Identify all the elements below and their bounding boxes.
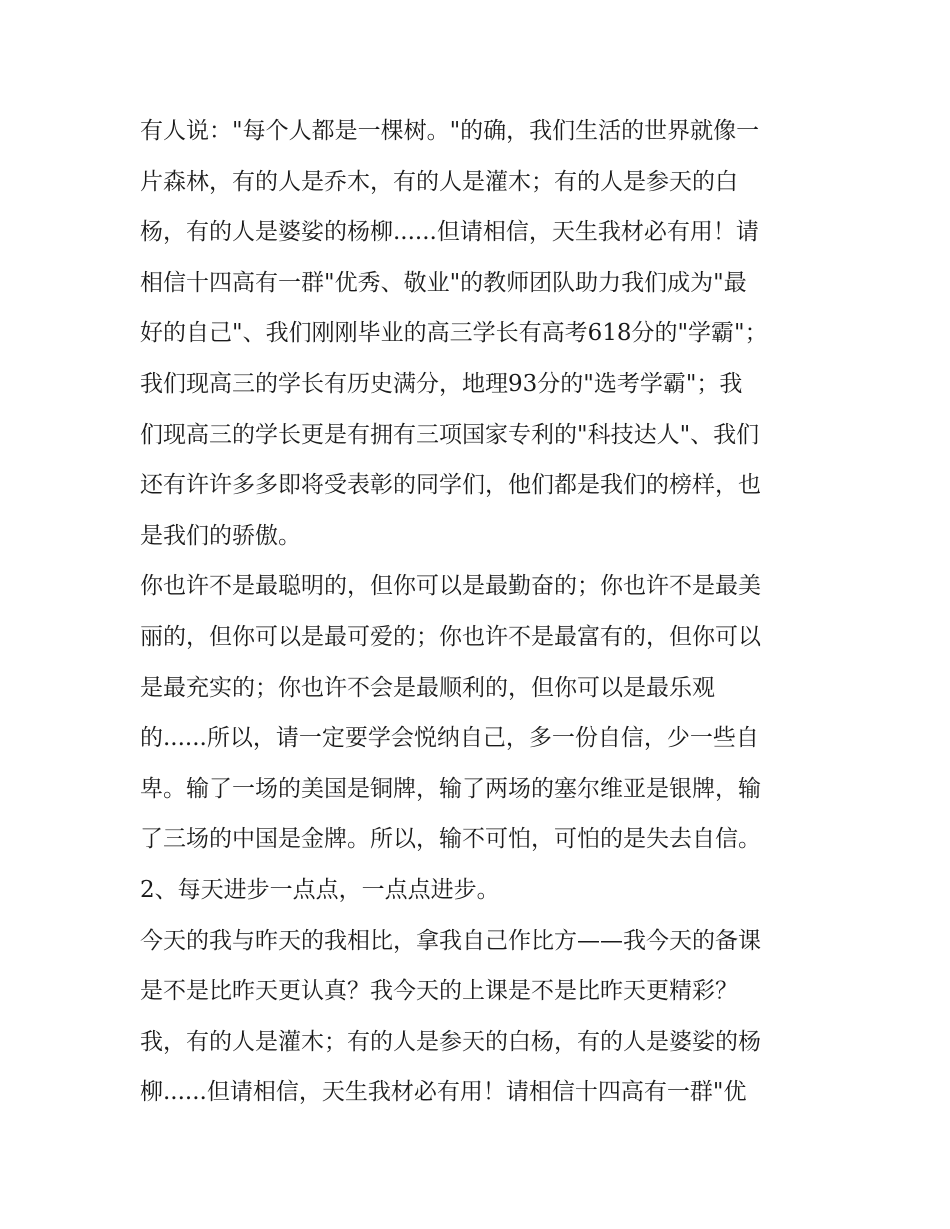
- text-line: 还有许许多多即将受表彰的同学们，他们都是我们的榜样，也: [140, 472, 761, 499]
- document-body: [140, 106, 830, 1118]
- text-line: 好的自己"、我们刚刚毕业的高三学长有高考618分的"学霸"；: [140, 320, 768, 347]
- text-line: 片森林，有的人是乔木，有的人是灌木；有的人是参天的白: [140, 168, 738, 195]
- text-line: 相信十四高有一群"优秀、敬业"的教师团队助力我们成为"最: [140, 269, 747, 296]
- text-line: 了三场的中国是金牌。所以，输不可怕，可怕的是失去自信。: [140, 826, 761, 853]
- text-line: 杨，有的人是婆娑的杨柳......但请相信，天生我材必有用！请: [140, 219, 759, 246]
- text-line: 是不是比昨天更认真？我今天的上课是不是比昨天更精彩？: [140, 978, 738, 1005]
- text-line: 是我们的骄傲。: [140, 522, 301, 549]
- text-line: 柳......但请相信，天生我材必有用！请相信十四高有一群"优: [140, 1079, 747, 1106]
- text-line: 卑。输了一场的美国是铜牌，输了两场的塞尔维亚是银牌，输: [140, 775, 761, 802]
- text-line: 今天的我与昨天的我相比，拿我自己作比方——我今天的备课: [140, 927, 761, 954]
- text-line: 我，有的人是灌木；有的人是参天的白杨，有的人是婆娑的杨: [140, 1028, 761, 1055]
- text-line: 你也许不是最聪明的，但你可以是最勤奋的；你也许不是最美: [140, 573, 761, 600]
- text-line: 我们现高三的学长有历史满分，地理93分的"选考学霸"；我: [140, 370, 743, 397]
- text-line: 有人说："每个人都是一棵树。"的确，我们生活的世界就像一: [140, 118, 760, 144]
- section-heading: 2、每天进步一点点，一点点进步。: [140, 876, 500, 903]
- text-line: 们现高三的学长更是有拥有三项国家专利的"科技达人"、我们: [140, 421, 760, 448]
- text-line: 是最充实的；你也许不会是最顺利的，但你可以是最乐观: [140, 674, 715, 701]
- text-line: 丽的，但你可以是最可爱的；你也许不是最富有的，但你可以: [140, 623, 761, 650]
- text-line: 的......所以，请一定要学会悦纳自己，多一份自信，少一些自: [140, 725, 759, 752]
